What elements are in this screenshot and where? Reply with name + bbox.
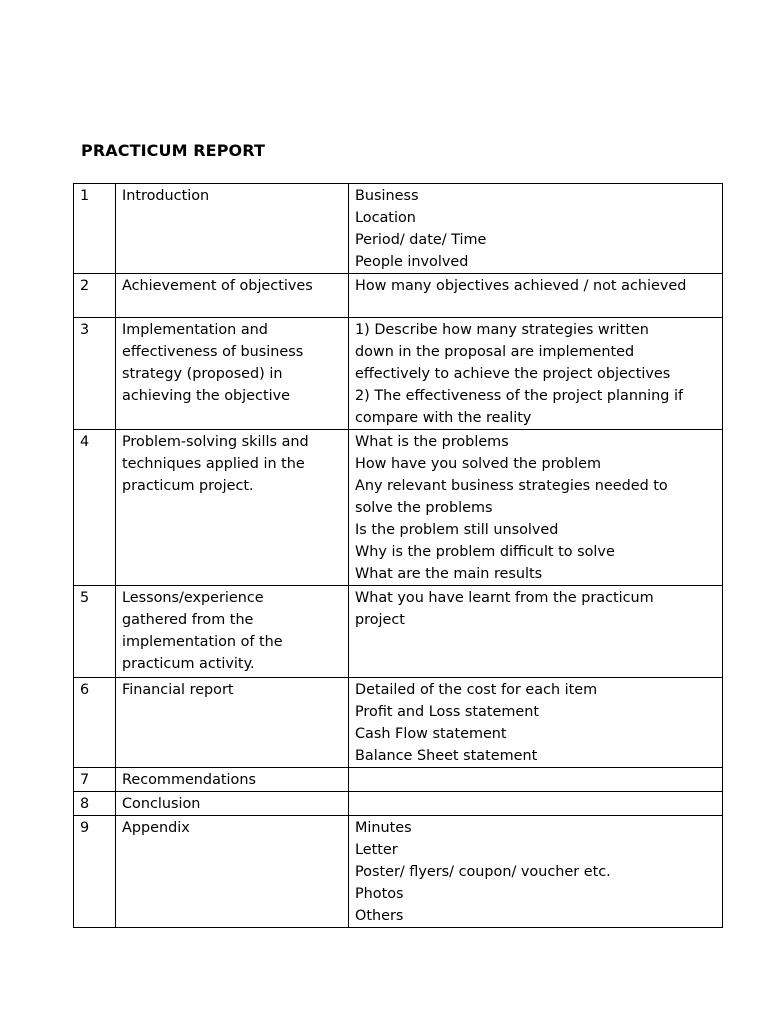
description-line: What you have learnt from the practicum (355, 590, 654, 606)
description-line: Business (355, 188, 419, 204)
description-line: Others (355, 908, 404, 924)
row-number: 4 (74, 430, 116, 586)
item-line: effectiveness of business (122, 344, 304, 360)
row-item (116, 586, 349, 678)
item-line: practicum activity. (122, 656, 255, 672)
description-line: How have you solved the problem (355, 456, 601, 472)
row-item (116, 678, 349, 768)
description-line: Minutes (355, 820, 412, 836)
item-line: achieving the objective (122, 388, 290, 404)
row-description (349, 792, 723, 816)
table-row (74, 678, 723, 768)
description-line: What is the problems (355, 434, 509, 450)
description-line: 1) Describe how many strategies written (355, 322, 649, 338)
description-line: Any relevant business strategies needed to (355, 478, 668, 494)
description-line: Profit and Loss statement (355, 704, 539, 720)
item-line: Financial report (122, 682, 234, 698)
description-line: Is the problem still unsolved (355, 522, 559, 538)
item-line: Conclusion (122, 796, 201, 812)
item-line: Problem-solving skills and (122, 434, 309, 450)
item-line: practicum project. (122, 478, 254, 494)
item-line: Recommendations (122, 772, 256, 788)
item-line: Implementation and (122, 322, 268, 338)
description-line: Photos (355, 886, 404, 902)
item-line: gathered from the (122, 612, 254, 628)
report-table-body (74, 184, 723, 928)
row-number: 3 (74, 318, 116, 430)
row-number: 5 (74, 586, 116, 678)
row-description (349, 678, 723, 768)
item-line: Achievement of objectives (122, 278, 313, 294)
description-line: Poster/ flyers/ coupon/ voucher etc. (355, 864, 611, 880)
description-line: down in the proposal are implemented (355, 344, 635, 360)
description-line: 2) The effectiveness of the project planning if (355, 388, 684, 404)
item-line: strategy (proposed) in (122, 366, 283, 382)
row-item (116, 792, 349, 816)
table-row (74, 274, 723, 318)
description-line: solve the problems (355, 500, 493, 516)
description-line: People involved (355, 254, 469, 270)
row-description (349, 586, 723, 678)
description-line: Why is the problem difficult to solve (355, 544, 615, 560)
table-row (74, 586, 723, 678)
description-line: project (355, 612, 405, 628)
row-item (116, 274, 349, 318)
table-row (74, 768, 723, 792)
row-description (349, 816, 723, 928)
table-row (74, 318, 723, 430)
description-line: Period/ date/ Time (355, 232, 487, 248)
row-number: 7 (74, 768, 116, 792)
row-description (349, 184, 723, 274)
item-line: Introduction (122, 188, 210, 204)
description-line: Cash Flow statement (355, 726, 507, 742)
table-row (74, 792, 723, 816)
row-number: 1 (74, 184, 116, 274)
row-number: 8 (74, 792, 116, 816)
description-line: effectively to achieve the project objectives (355, 366, 671, 382)
row-item (116, 430, 349, 586)
description-line: Balance Sheet statement (355, 748, 538, 764)
row-description (349, 768, 723, 792)
row-description (349, 318, 723, 430)
description-line: What are the main results (355, 566, 543, 582)
row-number: 2 (74, 274, 116, 318)
row-number: 6 (74, 678, 116, 768)
item-line: Lessons/experience (122, 590, 264, 606)
row-item (116, 768, 349, 792)
description-line: Letter (355, 842, 398, 858)
report-table (73, 183, 723, 928)
table-row (74, 430, 723, 586)
description-line: Location (355, 210, 416, 226)
row-description (349, 274, 723, 318)
table-row (74, 184, 723, 274)
row-item (116, 318, 349, 430)
table-row (74, 816, 723, 928)
row-item (116, 184, 349, 274)
description-line: How many objectives achieved / not achieved (355, 278, 687, 294)
item-line: techniques applied in the (122, 456, 305, 472)
item-line: implementation of the (122, 634, 283, 650)
row-item (116, 816, 349, 928)
item-line: Appendix (122, 820, 190, 836)
row-number: 9 (74, 816, 116, 928)
description-line: compare with the reality (355, 410, 532, 426)
row-description (349, 430, 723, 586)
description-line: Detailed of the cost for each item (355, 682, 598, 698)
page-title: PRACTICUM REPORT (81, 141, 265, 160)
